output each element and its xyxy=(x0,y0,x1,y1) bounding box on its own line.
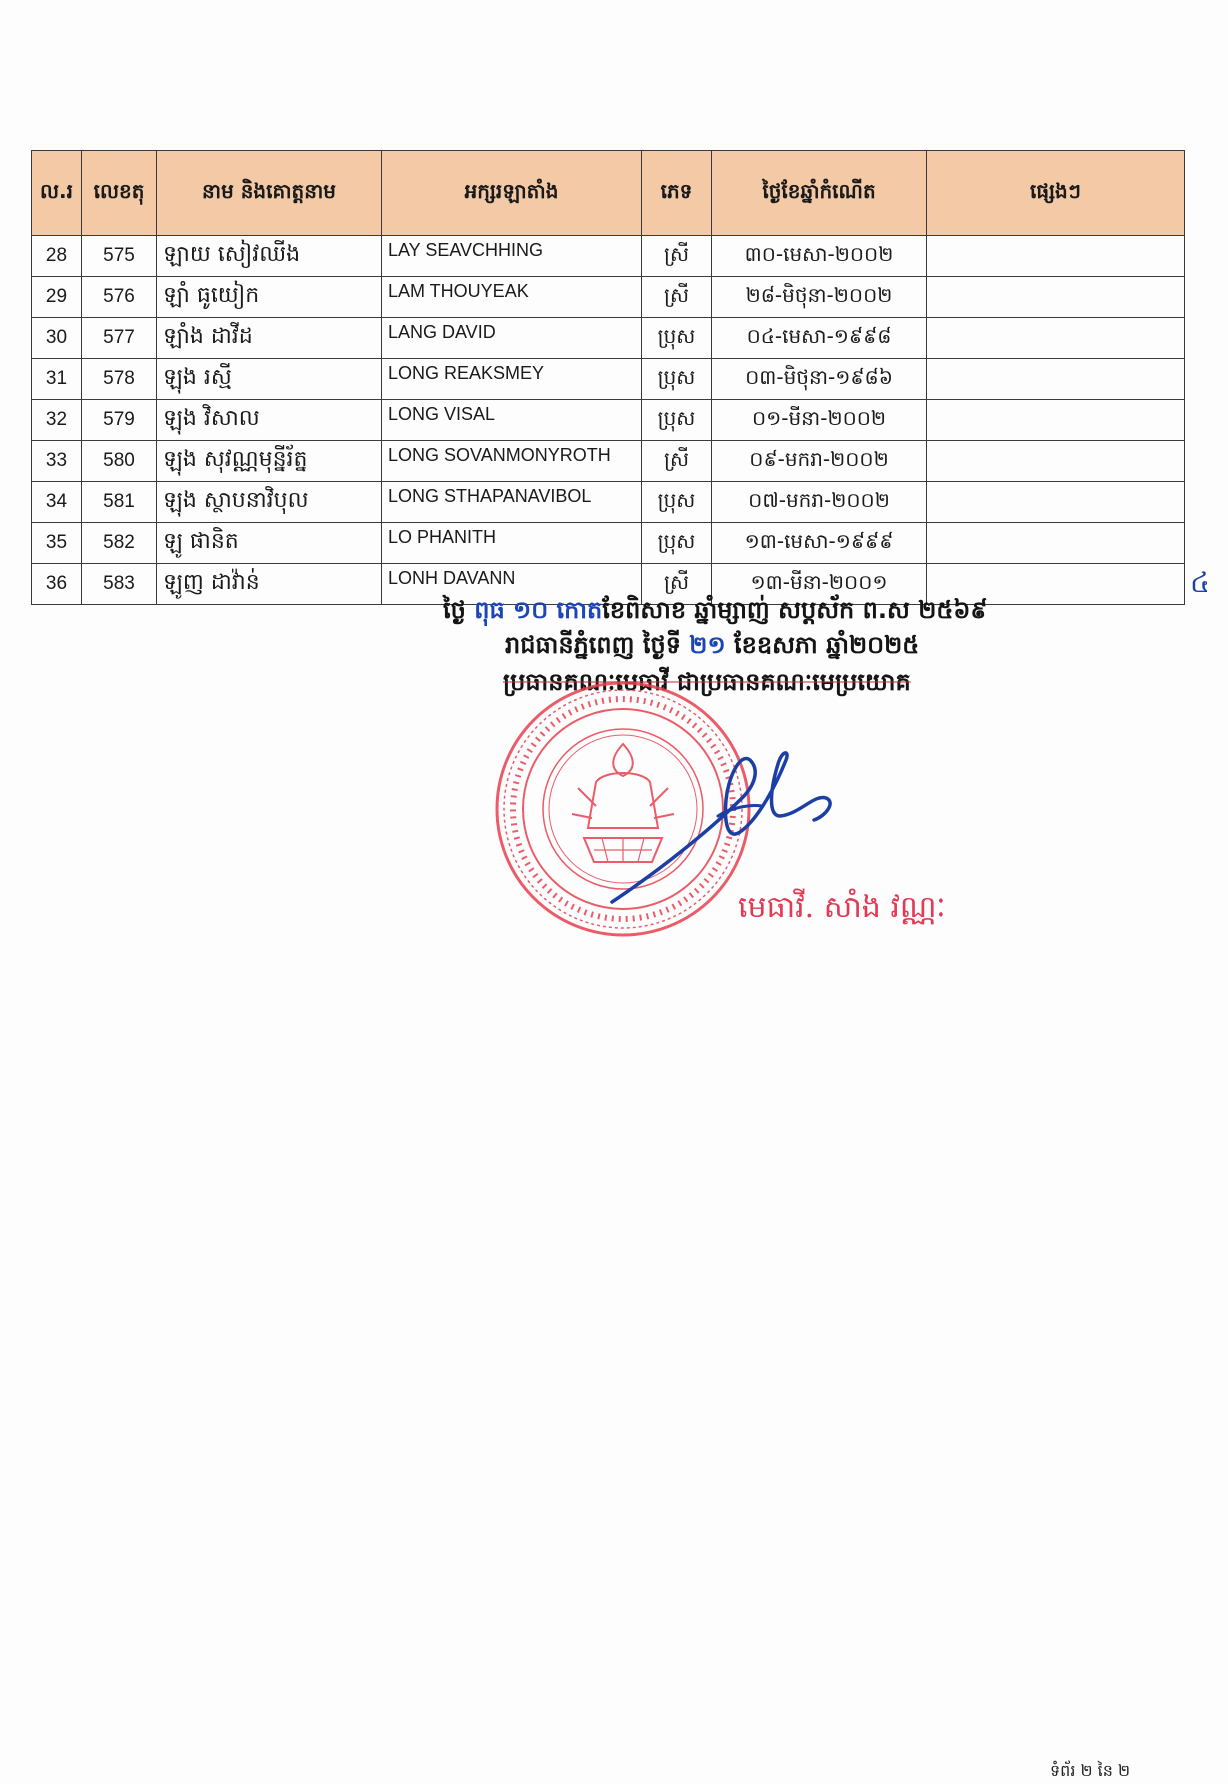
cell-sex: ប្រុស xyxy=(642,400,712,441)
cell-table-number: 577 xyxy=(82,318,157,359)
cell-table-number: 583 xyxy=(82,564,157,605)
header-latin-name: អក្សរឡាតាំង xyxy=(382,151,642,236)
cell-latin-name: LONH DAVANN xyxy=(382,564,642,605)
cell-date-of-birth: ០៣-មិថុនា-១៩៨៦ xyxy=(712,359,927,400)
cell-no: 35 xyxy=(32,523,82,564)
cell-latin-name: LAM THOUYEAK xyxy=(382,277,642,318)
cell-other xyxy=(927,236,1185,277)
cell-no: 32 xyxy=(32,400,82,441)
signer-name: មេធាវី. សាំង វណ្ណៈ xyxy=(738,890,946,925)
cell-sex: ប្រុស xyxy=(642,318,712,359)
header-no: ល.រ xyxy=(32,151,82,236)
handwritten-signature xyxy=(600,720,860,910)
cell-other xyxy=(927,400,1185,441)
cell-sex: ប្រុស xyxy=(642,359,712,400)
handwritten-day: ២១ xyxy=(689,630,726,659)
cell-sex: ប្រុស xyxy=(642,482,712,523)
cell-date-of-birth: ០៧-មករា-២០០២ xyxy=(712,482,927,523)
cell-no: 29 xyxy=(32,277,82,318)
cell-other xyxy=(927,277,1185,318)
cell-other xyxy=(927,482,1185,523)
header-table-number: លេខតុ xyxy=(82,151,157,236)
cell-other xyxy=(927,359,1185,400)
table-row xyxy=(32,359,1185,400)
cell-other xyxy=(927,318,1185,359)
cell-sex: ស្រី xyxy=(642,236,712,277)
table-row xyxy=(32,441,1185,482)
cell-date-of-birth: ១៣-មេសា-១៩៩៩ xyxy=(712,523,927,564)
roster-table xyxy=(31,150,1185,605)
page-number: ទំព័រ ២ នៃ ២ xyxy=(1050,1761,1131,1780)
cell-khmer-name: ឡាំ ធូយៀក xyxy=(157,277,382,318)
cell-other xyxy=(927,523,1185,564)
lunar-date-prefix: ថ្ងៃ xyxy=(443,596,466,624)
cell-khmer-name: ឡាយ សៀវឈីង xyxy=(157,236,382,277)
cell-khmer-name: ឡូ ផានិត xyxy=(157,523,382,564)
cell-khmer-name: ឡុង រស្មី xyxy=(157,359,382,400)
cell-table-number: 576 xyxy=(82,277,157,318)
header-date-of-birth: ថ្ងៃខែឆ្នាំកំណើត xyxy=(712,151,927,236)
cell-other xyxy=(927,441,1185,482)
cell-latin-name: LANG DAVID xyxy=(382,318,642,359)
cell-no: 30 xyxy=(32,318,82,359)
header-other: ផ្សេងៗ xyxy=(927,151,1185,236)
cell-latin-name: LONG SOVANMONYROTH xyxy=(382,441,642,482)
table-row xyxy=(32,236,1185,277)
table-row xyxy=(32,523,1185,564)
cell-khmer-name: ឡូញ ដាវ៉ាន់ xyxy=(157,564,382,605)
table-row xyxy=(32,400,1185,441)
cell-no: 28 xyxy=(32,236,82,277)
cell-no: 33 xyxy=(32,441,82,482)
cell-date-of-birth: ៣០-មេសា-២០០២ xyxy=(712,236,927,277)
handwritten-weekday: ពុធ xyxy=(474,595,505,624)
lunar-date-line xyxy=(443,595,987,630)
cell-no: 31 xyxy=(32,359,82,400)
cell-khmer-name: ឡាំង ដាវីដ xyxy=(157,318,382,359)
place-date-rest: ខែឧសភា ឆ្នាំ២០២៥ xyxy=(733,631,920,659)
cell-date-of-birth: ០៩-មករា-២០០២ xyxy=(712,441,927,482)
header-khmer-name: នាម និងគោត្តនាម xyxy=(157,151,382,236)
cell-sex: ស្រី xyxy=(642,441,712,482)
place-date-line xyxy=(505,630,919,665)
cell-sex: ប្រុស xyxy=(642,523,712,564)
cell-date-of-birth: ២៨-មិថុនា-២០០២ xyxy=(712,277,927,318)
cell-table-number: 579 xyxy=(82,400,157,441)
cell-khmer-name: ឡុង ស្ថាបនាវិបុល xyxy=(157,482,382,523)
handwritten-lunar-day: ១០ កោត xyxy=(513,595,603,624)
cell-khmer-name: ឡុង សុវណ្ណមុន្នីរ័ត្ន xyxy=(157,441,382,482)
cell-latin-name: LONG REAKSMEY xyxy=(382,359,642,400)
cell-date-of-birth: ០១-មីនា-២០០២ xyxy=(712,400,927,441)
cell-latin-name: LO PHANITH xyxy=(382,523,642,564)
cell-table-number: 575 xyxy=(82,236,157,277)
place-date-prefix: រាជធានីភ្នំពេញ ថ្ងៃទី xyxy=(505,631,681,659)
handwritten-page-mark: ៤ xyxy=(1190,566,1210,599)
cell-latin-name: LAY SEAVCHHING xyxy=(382,236,642,277)
table-row xyxy=(32,277,1185,318)
header-sex: ភេទ xyxy=(642,151,712,236)
cell-sex: ស្រី xyxy=(642,564,712,605)
cell-no: 34 xyxy=(32,482,82,523)
cell-date-of-birth: ១៣-មីនា-២០០១ xyxy=(712,564,927,605)
cell-table-number: 582 xyxy=(82,523,157,564)
cell-table-number: 580 xyxy=(82,441,157,482)
cell-sex: ស្រី xyxy=(642,277,712,318)
table-row xyxy=(32,482,1185,523)
cell-khmer-name: ឡុង វិសាល xyxy=(157,400,382,441)
cell-latin-name: LONG VISAL xyxy=(382,400,642,441)
header-row xyxy=(32,151,1185,236)
lunar-date-rest: ខែពិសាខ ឆ្នាំម្សាញ់ សប្តស័ក ព.ស ២៥៦៩ xyxy=(602,596,988,624)
cell-date-of-birth: ០៤-មេសា-១៩៩៨ xyxy=(712,318,927,359)
signatory-title: ប្រធានគណៈមេធាវី ជាប្រធានគណៈមេប្រយោគ xyxy=(503,668,911,696)
cell-no: 36 xyxy=(32,564,82,605)
cell-latin-name: LONG STHAPANAVIBOL xyxy=(382,482,642,523)
cell-table-number: 581 xyxy=(82,482,157,523)
cell-table-number: 578 xyxy=(82,359,157,400)
table-row xyxy=(32,318,1185,359)
